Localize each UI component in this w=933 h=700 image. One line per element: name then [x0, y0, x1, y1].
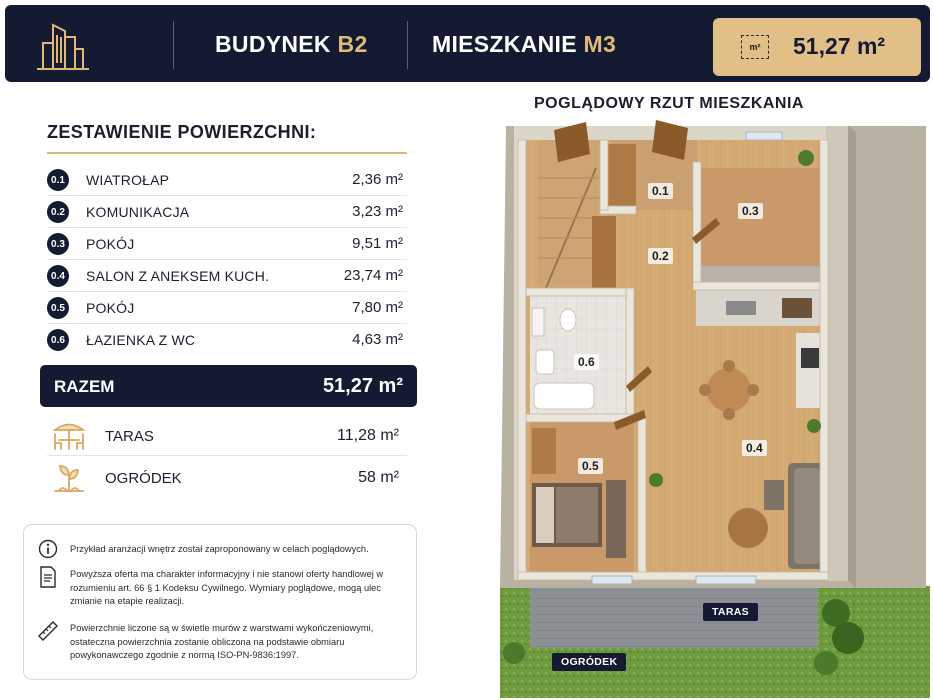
room-number-badge: 0.1 [47, 169, 69, 191]
title-divider [47, 152, 407, 154]
area-icon: m² [741, 35, 769, 59]
note-text: Powyższa oferta ma charakter informacyjny i nie stanowi oferty handlowej w rozumieniu art. 66 § 1 Kodeksu Cywilnego. Wymiary poglądowe, mogą ulec zmianie na etapie realizacji. [70, 569, 384, 606]
room-tag-0-4: 0.4 [742, 440, 767, 456]
areas-title: ZESTAWIENIE POWIERZCHNI: [47, 122, 317, 142]
terrace-icon [51, 419, 87, 453]
room-row [47, 196, 407, 228]
total-area-box [713, 18, 921, 76]
room-name: POKÓJ [86, 236, 135, 252]
note-text: Przykład aranżacji wnętrz został zaproponowany w celach poglądowych. [70, 544, 369, 554]
room-row [47, 324, 407, 356]
room-area: 23,74 m² [343, 267, 403, 284]
disclaimer-box [23, 524, 417, 680]
header-area-value: 51,27 m² [793, 33, 886, 59]
room-area: 4,63 m² [352, 331, 403, 348]
room-number-badge: 0.3 [47, 233, 69, 255]
header-divider [407, 21, 408, 69]
building-title: BUDYNEK B2 [215, 31, 368, 57]
extra-name: TARAS [105, 428, 154, 445]
room-name: ŁAZIENKA Z WC [86, 332, 196, 348]
room-number-badge: 0.4 [47, 265, 69, 287]
garden-icon [51, 461, 87, 495]
total-value: 51,27 m² [322, 375, 403, 397]
room-name: POKÓJ [86, 300, 135, 316]
total-bar [40, 365, 417, 407]
header-bar [5, 5, 930, 82]
building-logo-icon [35, 19, 91, 71]
room-tag-0-1: 0.1 [648, 183, 673, 199]
room-number-badge: 0.6 [47, 329, 69, 351]
room-row [47, 228, 407, 260]
room-area: 3,23 m² [352, 203, 403, 220]
room-area: 9,51 m² [352, 235, 403, 252]
ruler-icon [38, 620, 58, 642]
room-name: SALON Z ANEKSEM KUCH. [86, 268, 270, 284]
room-row [47, 260, 407, 292]
garden-row [47, 458, 407, 498]
plan-title: POGLĄDOWY RZUT MIESZKANIA [534, 95, 804, 112]
extra-area: 58 m² [358, 469, 399, 486]
extra-name: OGRÓDEK [105, 470, 182, 487]
garden-badge: OGRÓDEK [552, 653, 626, 671]
extra-area: 11,28 m² [337, 427, 399, 444]
terrace-badge: TARAS [703, 603, 758, 621]
room-number-badge: 0.5 [47, 297, 69, 319]
room-tag-0-5: 0.5 [578, 458, 603, 474]
room-tag-0-2: 0.2 [648, 248, 673, 264]
room-number-badge: 0.2 [47, 201, 69, 223]
room-area: 7,80 m² [352, 299, 403, 316]
info-icon [38, 538, 58, 560]
room-row [47, 292, 407, 324]
floor-plan [496, 118, 933, 700]
header-divider [173, 21, 174, 69]
apartment-title: MIESZKANIE M3 [432, 31, 617, 57]
room-name: WIATROŁAP [86, 172, 170, 188]
terrace-row [47, 416, 407, 456]
document-icon [38, 566, 58, 588]
total-label: RAZEM [54, 377, 115, 396]
room-name: KOMUNIKACJA [86, 204, 190, 220]
room-row [47, 164, 407, 196]
note-text: Powierzchnie liczone są w świetle murów z warstwami wykończeniowymi, ostateczna powierzchnia zostanie obliczona na podstawie obmiaru powykonawczego zgodnie z normą ISO-PN-9836:1997. [70, 623, 374, 660]
room-tag-0-3: 0.3 [738, 203, 763, 219]
room-tag-0-6: 0.6 [574, 354, 599, 370]
room-area: 2,36 m² [352, 171, 403, 188]
